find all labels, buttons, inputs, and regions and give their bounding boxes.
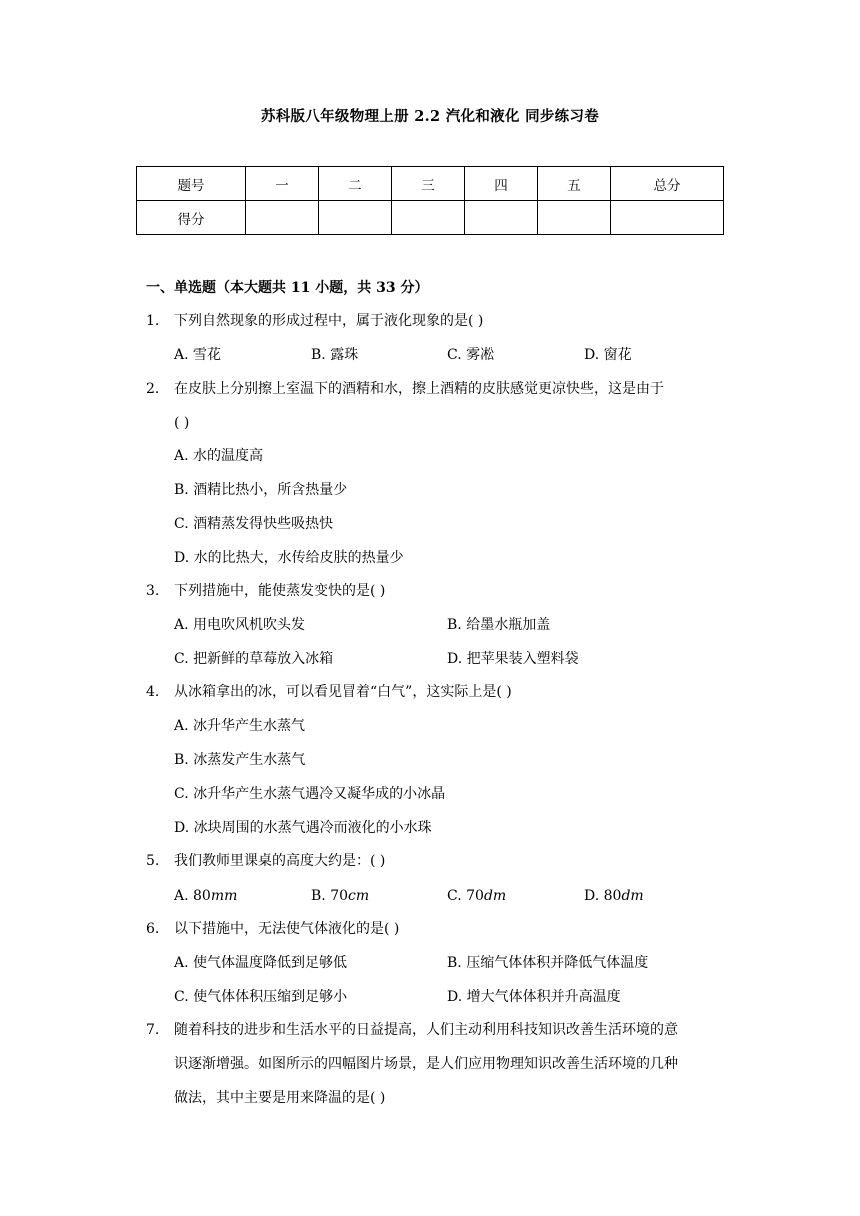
option-c: C. 使气体体积压缩到足够小 — [174, 989, 348, 1005]
option-b: B. 给墨水瓶加盖 — [447, 617, 551, 633]
option-a: A. 雪花 — [174, 347, 222, 363]
option-a: A. 用电吹风机吹头发 — [174, 617, 306, 633]
option-unit: cm — [348, 888, 370, 904]
option-b: B. 冰蒸发产生水蒸气 — [174, 752, 306, 768]
question-stem-continued: 识逐渐增强。如图所示的四幅图片场景，是人们应用物理知识改善生活环境的几种 — [174, 1056, 678, 1072]
question-number: 2. — [146, 381, 160, 397]
question-stem: 以下措施中，无法使气体液化的是( ) — [174, 921, 400, 937]
score-header-cell: 四 — [465, 167, 538, 201]
option-d: D. 冰块周围的水蒸气遇冷而液化的小水珠 — [174, 820, 432, 836]
score-header-cell: 三 — [392, 167, 465, 201]
question-2 — [146, 372, 736, 440]
score-input-cell[interactable] — [538, 201, 611, 235]
score-header-cell: 总分 — [611, 167, 724, 201]
score-input-cell[interactable] — [611, 201, 724, 235]
option-c: C. 雾凇 — [447, 347, 495, 363]
section-heading: 一、单选题（本大题共 11 小题，共 33 分） — [146, 280, 429, 296]
document-title: 苏科版八年级物理上册 2.2 汽化和液化 同步练习卷 — [260, 108, 600, 125]
question-stem: 下列自然现象的形成过程中，属于液化现象的是( ) — [174, 313, 484, 329]
option-value: C. 70 — [447, 888, 484, 904]
question-7 — [146, 1013, 736, 1115]
option-a: A. 使气体温度降低到足够低 — [174, 955, 348, 971]
question-5 — [146, 844, 736, 878]
score-input-cell[interactable] — [319, 201, 392, 235]
option-c: C. 酒精蒸发得快些吸热快 — [174, 516, 334, 532]
question-stem: 下列措施中，能使蒸发变快的是( ) — [174, 583, 386, 599]
question-number: 4. — [146, 684, 160, 700]
option-c: C. 冰升华产生水蒸气遇冷又凝华成的小冰晶 — [174, 786, 446, 802]
option-b: B. 压缩气体体积并降低气体温度 — [447, 955, 649, 971]
option-unit: dm — [483, 888, 507, 904]
score-table — [136, 166, 724, 235]
score-input-cell[interactable] — [392, 201, 465, 235]
question-number: 3. — [146, 583, 160, 599]
question-number: 6. — [146, 921, 160, 937]
question-stem: 随着科技的进步和生活水平的日益提高，人们主动利用科技知识改善生活环境的意 — [174, 1022, 678, 1038]
option-d: D. 把苹果装入塑料袋 — [447, 651, 579, 667]
score-table-header-row — [137, 167, 724, 201]
option-value: B. 70 — [311, 888, 349, 904]
score-row-label: 得分 — [137, 201, 246, 235]
question-stem: 在皮肤上分别擦上室温下的酒精和水，擦上酒精的皮肤感觉更凉快些，这是由于 — [174, 381, 664, 397]
question-number: 1. — [146, 313, 160, 329]
option-value: D. 80 — [584, 888, 622, 904]
option-unit: dm — [621, 888, 644, 904]
option-c — [447, 886, 506, 906]
score-header-cell: 二 — [319, 167, 392, 201]
option-a: A. 水的温度高 — [174, 448, 264, 464]
option-unit: mm — [210, 888, 238, 904]
option-b — [311, 886, 369, 906]
option-a: A. 冰升华产生水蒸气 — [174, 718, 306, 734]
question-3 — [146, 574, 736, 608]
question-stem-continued: 做法，其中主要是用来降温的是( ) — [174, 1090, 386, 1106]
question-1 — [146, 304, 736, 338]
question-4 — [146, 675, 736, 709]
score-input-cell[interactable] — [246, 201, 319, 235]
score-header-cell: 一 — [246, 167, 319, 201]
option-c: C. 把新鲜的草莓放入冰箱 — [174, 651, 334, 667]
question-6 — [146, 912, 736, 946]
option-d: D. 水的比热大，水传给皮肤的热量少 — [174, 550, 404, 566]
question-stem: 我们教师里课桌的高度大约是：( ) — [174, 853, 386, 869]
question-stem: 从冰箱拿出的冰，可以看见冒着“白气”，这实际上是( ) — [174, 684, 512, 700]
question-stem-continued: ( ) — [174, 415, 190, 431]
score-table-score-row — [137, 201, 724, 235]
option-b: B. 酒精比热小，所含热量少 — [174, 482, 348, 498]
question-number: 5. — [146, 853, 160, 869]
question-number: 7. — [146, 1022, 160, 1038]
option-d — [584, 886, 644, 906]
option-value: A. 80 — [174, 888, 211, 904]
score-header-cell: 五 — [538, 167, 611, 201]
option-b: B. 露珠 — [311, 347, 359, 363]
score-input-cell[interactable] — [465, 201, 538, 235]
score-header-cell: 题号 — [137, 167, 246, 201]
option-d: D. 窗花 — [584, 347, 632, 363]
option-d: D. 增大气体体积并升高温度 — [447, 989, 621, 1005]
option-a — [174, 886, 237, 906]
